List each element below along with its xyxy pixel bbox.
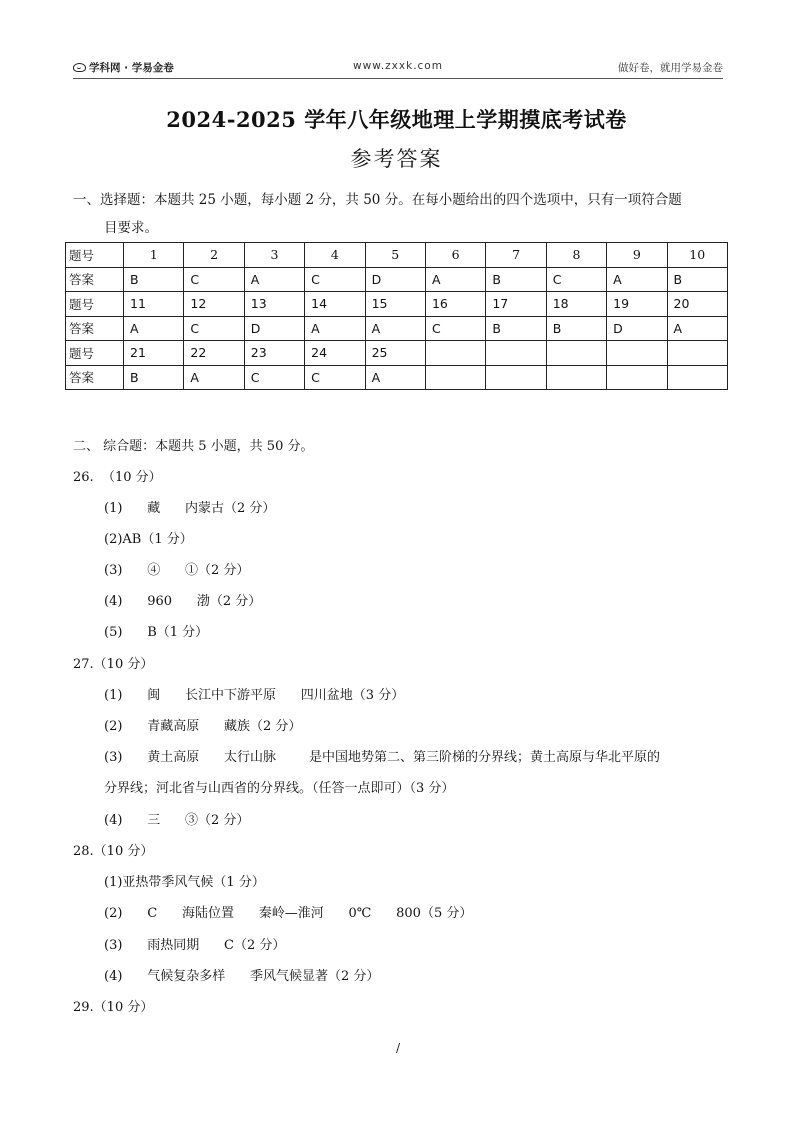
table-cell: B [124, 267, 184, 292]
table-cell [667, 365, 727, 390]
section-1-line-1: 一、选择题：本题共 25 小题，每小题 2 分，共 50 分。在每小题给出的四个选项中，只有一项符合题 [73, 192, 682, 208]
table-cell [425, 341, 485, 366]
page-subtitle: 参考答案 [350, 147, 443, 171]
table-cell: C [305, 267, 365, 292]
header-slogan: 做好卷，就用学易金卷 [618, 62, 723, 74]
table-cell [486, 365, 546, 390]
table-cell [607, 341, 667, 366]
table-cell: A [607, 267, 667, 292]
q27-heading: 27.（10 分） [73, 657, 154, 672]
q27-answer-3-continued: 分界线；河北省与山西省的分界线。（任答一点即可）（3 分） [104, 781, 455, 796]
table-cell: A [365, 365, 425, 390]
answer-label: 答案 [66, 316, 124, 341]
q26-answer-5: (5) B（1 分） [104, 625, 209, 640]
q27-answer-1: (1) 闽 长江中下游平原 四川盆地（3 分） [104, 688, 405, 703]
table-cell: 24 [305, 341, 365, 366]
table-cell: C [184, 267, 244, 292]
table-cell [486, 341, 546, 366]
header-divider [73, 78, 723, 79]
section-1-instructions [73, 186, 728, 242]
table-cell: 12 [184, 292, 244, 317]
table-cell: C [305, 365, 365, 390]
q26-answer-4: (4) 960 渤（2 分） [104, 594, 262, 609]
table-cell: 8 [546, 243, 606, 268]
table-cell: 21 [124, 341, 184, 366]
table-cell: B [486, 267, 546, 292]
page-number: / [396, 1041, 401, 1055]
table-cell: 23 [244, 341, 304, 366]
table-row [66, 243, 728, 268]
question-label: 题号 [66, 292, 124, 317]
table-cell: A [244, 267, 304, 292]
table-cell: 17 [486, 292, 546, 317]
table-cell [667, 341, 727, 366]
table-row [66, 316, 728, 341]
table-cell: A [184, 365, 244, 390]
table-row [66, 341, 728, 366]
table-cell: 19 [607, 292, 667, 317]
question-label: 题号 [66, 341, 124, 366]
table-cell: 15 [365, 292, 425, 317]
q28-heading: 28.（10 分） [73, 844, 154, 859]
q26-answer-3: (3) ④ ①（2 分） [104, 563, 250, 578]
table-cell: 1 [124, 243, 184, 268]
q28-answer-4: (4) 气候复杂多样 季风气候显著（2 分） [104, 969, 380, 984]
table-cell: 7 [486, 243, 546, 268]
page-header [73, 60, 723, 78]
table-cell: D [607, 316, 667, 341]
section-1-line-2: 目要求。 [104, 220, 158, 236]
table-cell: C [244, 365, 304, 390]
q26-answer-1: (1) 藏 内蒙古（2 分） [104, 501, 276, 516]
table-cell: 2 [184, 243, 244, 268]
answer-label: 答案 [66, 365, 124, 390]
answer-label: 答案 [66, 267, 124, 292]
question-label: 题号 [66, 243, 124, 268]
table-cell: 16 [425, 292, 485, 317]
table-cell: B [486, 316, 546, 341]
table-cell: 22 [184, 341, 244, 366]
q28-answer-2: (2) C 海陆位置 秦岭—淮河 0℃ 800（5 分） [104, 906, 473, 921]
q27-answer-4: (4) 三 ③（2 分） [104, 813, 250, 828]
q27-answer-3: (3) 黄土高原 太行山脉 是中国地势第二、第三阶梯的分界线；黄土高原与华北平原的 [104, 750, 661, 765]
table-row [66, 267, 728, 292]
table-cell: B [546, 316, 606, 341]
table-cell [607, 365, 667, 390]
page-title: 2024-2025 学年八年级地理上学期摸底考试卷 [166, 107, 627, 132]
table-cell: 4 [305, 243, 365, 268]
q29-heading: 29.（10 分） [73, 1000, 154, 1015]
table-cell [425, 365, 485, 390]
table-cell: A [425, 267, 485, 292]
q28-answer-1: (1)亚热带季风气候（1 分） [104, 875, 265, 890]
table-cell: 6 [425, 243, 485, 268]
table-cell: 25 [365, 341, 425, 366]
table-cell [546, 365, 606, 390]
table-cell: B [667, 267, 727, 292]
table-cell: 18 [546, 292, 606, 317]
table-cell: 10 [667, 243, 727, 268]
table-cell: 13 [244, 292, 304, 317]
table-cell: A [365, 316, 425, 341]
table-cell: D [365, 267, 425, 292]
table-cell: A [305, 316, 365, 341]
q28-answer-3: (3) 雨热同期 C（2 分） [104, 938, 286, 953]
answer-table [65, 242, 728, 390]
table-cell: 9 [607, 243, 667, 268]
section-2-heading: 二、 综合题：本题共 5 小题，共 50 分。 [73, 439, 314, 454]
table-cell: A [667, 316, 727, 341]
q27-answer-2: (2) 青藏高原 藏族（2 分） [104, 719, 302, 734]
table-cell: 11 [124, 292, 184, 317]
table-cell: C [546, 267, 606, 292]
logo-text: 学科网 · 学易金卷 [89, 62, 174, 74]
q26-heading: 26. （10 分） [73, 470, 162, 485]
table-cell [546, 341, 606, 366]
table-row [66, 365, 728, 390]
table-cell: 3 [244, 243, 304, 268]
table-cell: C [425, 316, 485, 341]
q26-answer-2: (2)AB（1 分） [104, 532, 193, 547]
table-cell: 20 [667, 292, 727, 317]
table-cell: D [244, 316, 304, 341]
table-cell: A [124, 316, 184, 341]
site-url: www.zxxk.com [353, 60, 443, 72]
table-row [66, 292, 728, 317]
table-cell: 5 [365, 243, 425, 268]
table-cell: C [184, 316, 244, 341]
table-cell: 14 [305, 292, 365, 317]
table-cell: B [124, 365, 184, 390]
